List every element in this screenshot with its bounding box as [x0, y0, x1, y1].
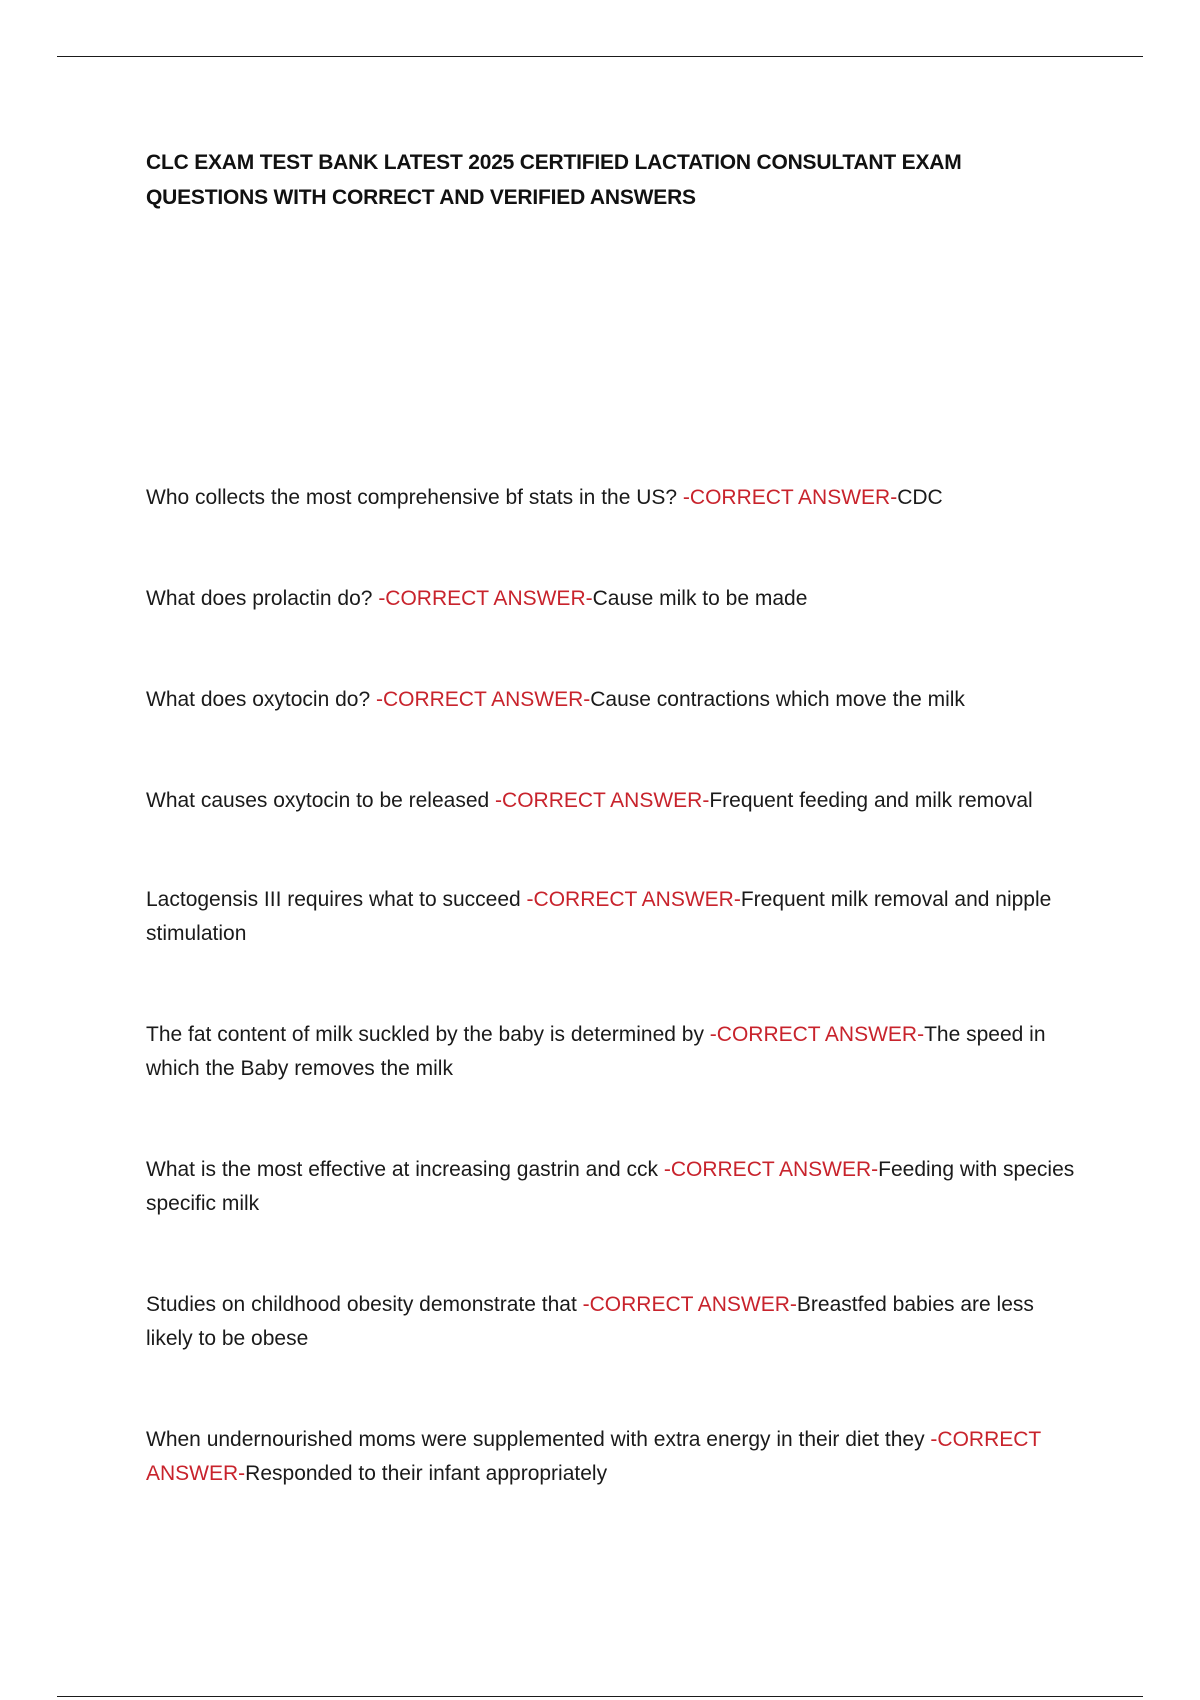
correct-answer-marker: -CORRECT ANSWER- [682, 486, 898, 509]
answer-text: Responded to their infant appropriately [245, 1462, 608, 1485]
question-text: What is the most effective at increasing gastrin and cck [146, 1158, 664, 1181]
qa-item [146, 784, 1076, 818]
answer-text: Frequent feeding and milk removal [709, 789, 1033, 812]
bottom-rule [57, 1696, 1143, 1697]
correct-answer-marker: -CORRECT ANSWER- [375, 688, 591, 711]
question-text: What does prolactin do? [146, 587, 379, 610]
correct-answer-marker: -CORRECT ANSWER- [709, 1023, 925, 1046]
answer-text: Breastfed babies are less likely to be obese [146, 1293, 1034, 1350]
question-text: When undernourished moms were supplemented with extra energy in their diet they [146, 1428, 931, 1451]
answer-text: Cause contractions which move the milk [590, 688, 965, 711]
question-text: What causes oxytocin to be released [146, 789, 496, 812]
answer-text: Cause milk to be made [592, 587, 808, 610]
question-text: Who collects the most comprehensive bf stats in the US? [146, 486, 683, 509]
answer-text: The speed in which the Baby removes the milk [146, 1023, 1046, 1080]
top-rule [57, 56, 1143, 57]
correct-answer-marker: -CORRECT ANSWER- [526, 888, 741, 911]
qa-item [146, 683, 1076, 717]
correct-answer-marker: -CORRECT ANSWER- [663, 1158, 879, 1181]
qa-item [146, 1153, 1076, 1221]
qa-item [146, 1423, 1076, 1491]
qa-item [146, 481, 1076, 515]
correct-answer-marker: -CORRECT ANSWER- [495, 789, 710, 812]
answer-text: Frequent milk removal and nipple stimulation [146, 888, 1052, 945]
question-text: What does oxytocin do? [146, 688, 376, 711]
qa-item [146, 1018, 1076, 1086]
answer-text: CDC [897, 486, 943, 509]
question-text: The fat content of milk suckled by the baby is determined by [146, 1023, 710, 1046]
question-text: Studies on childhood obesity demonstrate that [146, 1293, 583, 1316]
answer-text: Feeding with species specific milk [146, 1158, 1075, 1215]
qa-item [146, 1288, 1076, 1356]
qa-item [146, 883, 1076, 951]
question-text: Lactogensis III requires what to succeed [146, 888, 527, 911]
document-title: CLC EXAM TEST BANK LATEST 2025 CERTIFIED LACTATION CONSULTANT EXAM QUESTIONS WITH CORRECT AND VERIFIED ANSWERS [146, 151, 962, 209]
correct-answer-marker: -CORRECT ANSWER- [146, 1428, 1041, 1485]
correct-answer-marker: -CORRECT ANSWER- [582, 1293, 797, 1316]
qa-item [146, 582, 1076, 616]
correct-answer-marker: -CORRECT ANSWER- [378, 587, 593, 610]
